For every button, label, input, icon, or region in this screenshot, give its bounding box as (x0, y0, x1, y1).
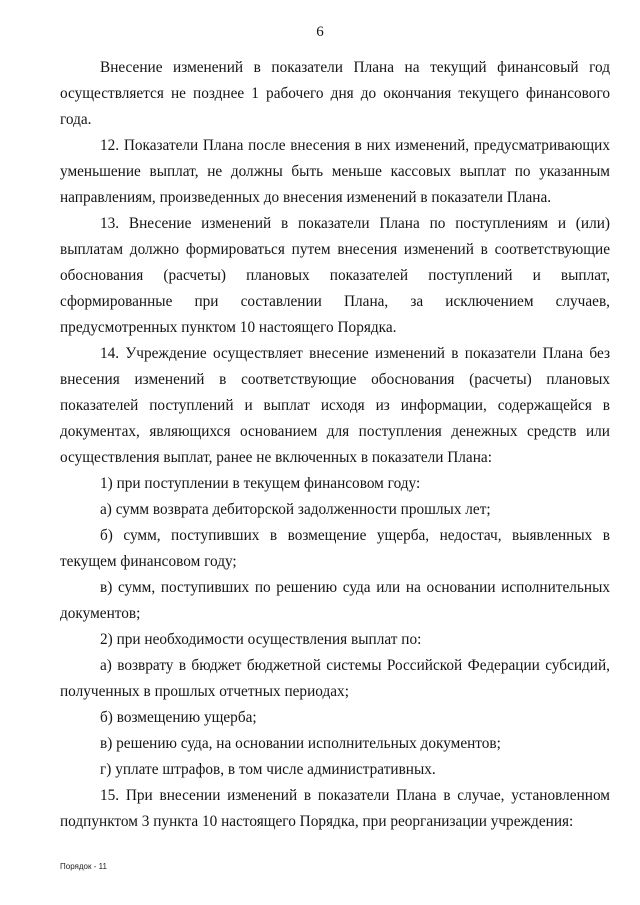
paragraph-item-14: 14. Учреждение осуществляет внесение изменений в показатели Плана без внесения изменений в соответствующие обоснования (расчеты) плановых показателей поступлений и выплат исходя из информации, содержащейся в документах, являющихся основанием для поступления денежных средств или осуществления выплат, ранее не включенных в показатели Плана: (60, 345, 610, 466)
list-item: а) сумм возврата дебиторской задолженности прошлых лет; (100, 501, 491, 518)
list-item: 2) при необходимости осуществления выплат по: (100, 631, 422, 648)
paragraph-item-15: 15. При внесении изменений в показатели Плана в случае, установленном подпунктом 3 пункта 10 настоящего Порядка, при реорганизации учреждения: (60, 787, 610, 830)
list-item: а) возврату в бюджет бюджетной системы Российской Федерации субсидий, полученных в прошлых отчетных периодах; (60, 657, 610, 700)
page-number: 6 (316, 24, 324, 40)
paragraph-item-13: 13. Внесение изменений в показатели Плана по поступлениям и (или) выплатам должно формироваться путем внесения изменений в соответствующие обоснования (расчеты) плановых показателей поступлений и выплат, сформированные при составлении Плана, за исключением случаев, предусмотренных пунктом 10 настоящего Порядка. (60, 215, 610, 336)
list-item: б) возмещению ущерба; (100, 709, 257, 726)
list-item: б) сумм, поступивших в возмещение ущерба, недостач, выявленных в текущем финансовом году; (60, 527, 610, 570)
list-item: г) уплате штрафов, в том числе административных. (100, 761, 436, 778)
document-body (60, 55, 610, 835)
paragraph-item-12: 12. Показатели Плана после внесения в них изменений, предусматривающих уменьшение выплат, не должны быть меньше кассовых выплат по указанным направлениям, произведенных до внесения изменений в показатели Плана. (60, 137, 610, 206)
list-item: 1) при поступлении в текущем финансовом году: (100, 475, 421, 492)
paragraph: Внесение изменений в показатели Плана на текущий финансовый год осуществляется не позднее 1 рабочего дня до окончания текущего финансового года. (60, 59, 610, 128)
list-item: в) решению суда, на основании исполнительных документов; (100, 735, 501, 752)
footer-label: Порядок - 11 (60, 862, 107, 871)
list-item: в) сумм, поступивших по решению суда или на основании исполнительных документов; (60, 579, 610, 622)
